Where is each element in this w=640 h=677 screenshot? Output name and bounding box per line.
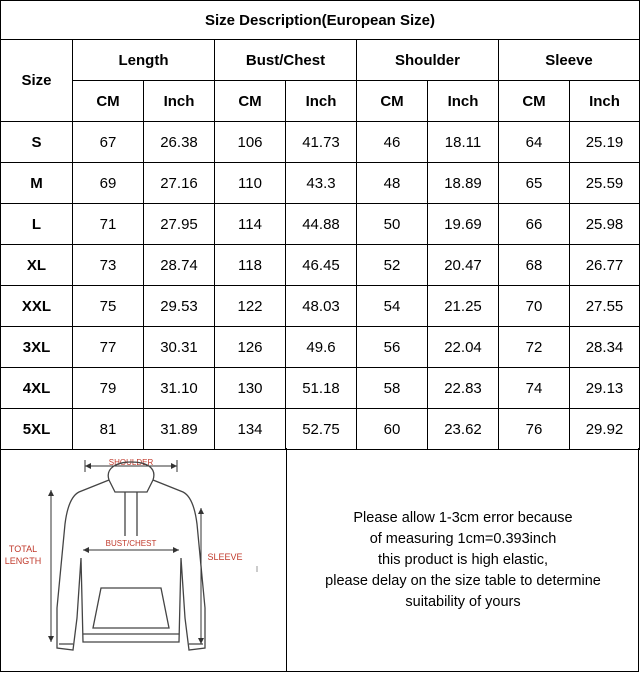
arrow-left-icon bbox=[85, 463, 91, 469]
value-cell: 77 bbox=[73, 327, 144, 368]
value-cell: 106 bbox=[215, 122, 286, 163]
value-cell: 122 bbox=[215, 286, 286, 327]
value-cell: 20.47 bbox=[428, 245, 499, 286]
value-cell: 29.53 bbox=[144, 286, 215, 327]
value-cell: 67 bbox=[73, 122, 144, 163]
bust-chest-label: BUST/CHEST bbox=[105, 539, 157, 548]
arrow-right-icon bbox=[171, 463, 177, 469]
value-cell: 30.31 bbox=[144, 327, 215, 368]
value-cell: 46.45 bbox=[286, 245, 357, 286]
size-cell: 3XL bbox=[1, 327, 73, 368]
note-line: suitability of yours bbox=[405, 593, 521, 610]
value-cell: 51.18 bbox=[286, 368, 357, 409]
sleeve-label: SLEEVE bbox=[207, 552, 243, 562]
total-length-label: TOTAL bbox=[8, 544, 38, 554]
table-row bbox=[1, 163, 640, 204]
table-row bbox=[1, 409, 640, 450]
value-cell: 19.69 bbox=[428, 204, 499, 245]
drawstring-icon bbox=[125, 492, 137, 536]
hoodie-illustration bbox=[1, 448, 286, 672]
value-cell: 22.04 bbox=[428, 327, 499, 368]
unit-header: Inch bbox=[286, 81, 357, 122]
unit-header: CM bbox=[499, 81, 570, 122]
value-cell: 60 bbox=[357, 409, 428, 450]
value-cell: 56 bbox=[357, 327, 428, 368]
unit-header: CM bbox=[215, 81, 286, 122]
value-cell: 43.3 bbox=[286, 163, 357, 204]
value-cell: 69 bbox=[73, 163, 144, 204]
note-line: this product is high elastic, bbox=[377, 551, 549, 568]
value-cell: 27.55 bbox=[570, 286, 640, 327]
value-cell: 31.10 bbox=[144, 368, 215, 409]
size-cell: 5XL bbox=[1, 409, 73, 450]
table-title: Size Description(European Size) bbox=[1, 1, 640, 40]
value-cell: 58 bbox=[357, 368, 428, 409]
value-cell: 73 bbox=[73, 245, 144, 286]
value-cell: 46 bbox=[357, 122, 428, 163]
hoodie-outline bbox=[57, 462, 205, 650]
value-cell: 50 bbox=[357, 204, 428, 245]
value-cell: 21.25 bbox=[428, 286, 499, 327]
value-cell: 70 bbox=[499, 286, 570, 327]
value-cell: 118 bbox=[215, 245, 286, 286]
value-cell: 41.73 bbox=[286, 122, 357, 163]
total-length-label: LENGTH bbox=[4, 556, 42, 566]
value-cell: 126 bbox=[215, 327, 286, 368]
header-size: Size bbox=[1, 40, 73, 122]
kangaroo-pocket-icon bbox=[93, 588, 169, 628]
value-cell: 54 bbox=[357, 286, 428, 327]
value-cell: 66 bbox=[499, 204, 570, 245]
header-sleeve: Sleeve bbox=[499, 40, 640, 81]
value-cell: 27.95 bbox=[144, 204, 215, 245]
unit-header: CM bbox=[73, 81, 144, 122]
value-cell: 25.98 bbox=[570, 204, 640, 245]
value-cell: 52.75 bbox=[286, 409, 357, 450]
arrow-up-icon bbox=[48, 490, 54, 496]
note-line: Please allow 1-3cm error because bbox=[353, 509, 573, 526]
value-cell: 27.16 bbox=[144, 163, 215, 204]
value-cell: 28.74 bbox=[144, 245, 215, 286]
value-cell: 64 bbox=[499, 122, 570, 163]
size-cell: XXL bbox=[1, 286, 73, 327]
size-cell: L bbox=[1, 204, 73, 245]
value-cell: 25.19 bbox=[570, 122, 640, 163]
table-row bbox=[1, 286, 640, 327]
table-row bbox=[1, 122, 640, 163]
note-line: of measuring 1cm=0.393inch bbox=[369, 530, 557, 547]
arrow-left-icon bbox=[83, 547, 89, 553]
table-row bbox=[1, 204, 640, 245]
value-cell: 74 bbox=[499, 368, 570, 409]
value-cell: 31.89 bbox=[144, 409, 215, 450]
value-cell: 49.6 bbox=[286, 327, 357, 368]
table-row bbox=[1, 327, 640, 368]
value-cell: 110 bbox=[215, 163, 286, 204]
value-cell: 23.62 bbox=[428, 409, 499, 450]
value-cell: 71 bbox=[73, 204, 144, 245]
value-cell: 48 bbox=[357, 163, 428, 204]
note-line: please delay on the size table to determine bbox=[325, 572, 601, 589]
shoulder-label: SHOULDER bbox=[108, 458, 154, 467]
hoodie-body-icon bbox=[57, 480, 205, 650]
value-cell: 79 bbox=[73, 368, 144, 409]
value-cell: 72 bbox=[499, 327, 570, 368]
value-cell: 130 bbox=[215, 368, 286, 409]
value-cell: 48.03 bbox=[286, 286, 357, 327]
value-cell: 28.34 bbox=[570, 327, 640, 368]
header-length: Length bbox=[73, 40, 215, 81]
value-cell: 52 bbox=[357, 245, 428, 286]
value-cell: 18.89 bbox=[428, 163, 499, 204]
table-row bbox=[1, 245, 640, 286]
unit-header: Inch bbox=[428, 81, 499, 122]
header-shoulder: Shoulder bbox=[357, 40, 499, 81]
value-cell: 26.77 bbox=[570, 245, 640, 286]
value-cell: 44.88 bbox=[286, 204, 357, 245]
value-cell: 114 bbox=[215, 204, 286, 245]
value-cell: 81 bbox=[73, 409, 144, 450]
measurement-note bbox=[287, 448, 639, 672]
value-cell: 29.92 bbox=[570, 409, 640, 450]
size-cell: 4XL bbox=[1, 368, 73, 409]
unit-header: Inch bbox=[570, 81, 640, 122]
hoodie-diagram bbox=[1, 448, 286, 672]
value-cell: 29.13 bbox=[570, 368, 640, 409]
value-cell: 26.38 bbox=[144, 122, 215, 163]
unit-header: Inch bbox=[144, 81, 215, 122]
value-cell: 18.11 bbox=[428, 122, 499, 163]
size-cell: S bbox=[1, 122, 73, 163]
value-cell: 75 bbox=[73, 286, 144, 327]
arrow-right-icon bbox=[173, 547, 179, 553]
value-cell: 134 bbox=[215, 409, 286, 450]
info-panel bbox=[0, 448, 639, 672]
arrow-down-icon bbox=[48, 636, 54, 642]
unit-header: CM bbox=[357, 81, 428, 122]
arrow-down-icon bbox=[198, 638, 204, 644]
value-cell: 68 bbox=[499, 245, 570, 286]
arrow-up-icon bbox=[198, 508, 204, 514]
size-cell: XL bbox=[1, 245, 73, 286]
table-row bbox=[1, 368, 640, 409]
size-cell: M bbox=[1, 163, 73, 204]
value-cell: 25.59 bbox=[570, 163, 640, 204]
value-cell: 65 bbox=[499, 163, 570, 204]
value-cell: 76 bbox=[499, 409, 570, 450]
header-bust: Bust/Chest bbox=[215, 40, 357, 81]
value-cell: 22.83 bbox=[428, 368, 499, 409]
